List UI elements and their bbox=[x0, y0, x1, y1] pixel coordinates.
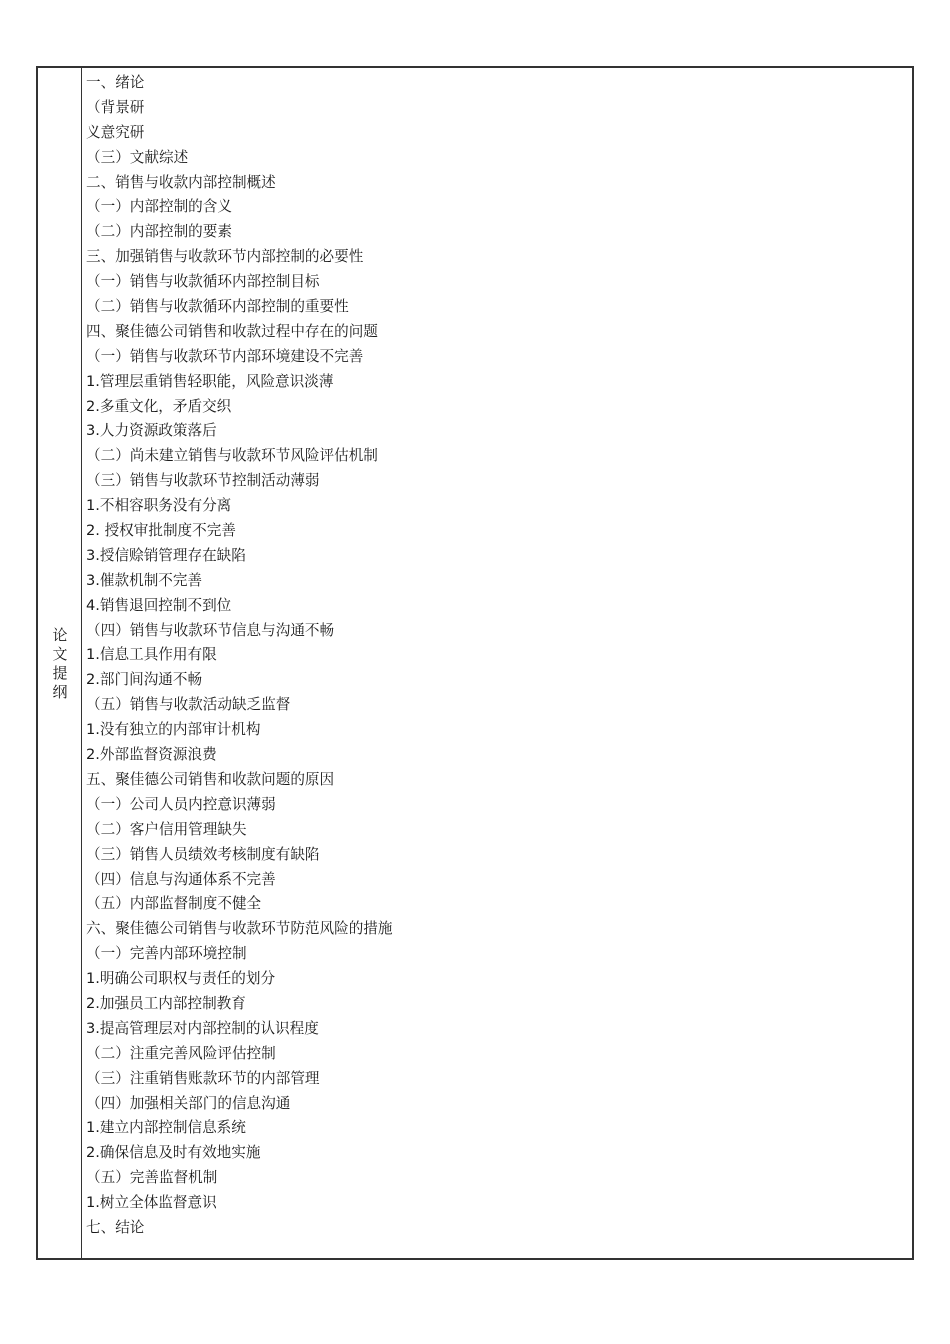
outline-item: （二）注重完善风险评估控制 bbox=[86, 1044, 276, 1062]
outline-item: 六、聚佳德公司销售与收款环节防范风险的措施 bbox=[86, 920, 393, 938]
outline-item: 2.多重文化，矛盾交织 bbox=[86, 397, 232, 415]
section-label-char: 论 bbox=[52, 626, 68, 644]
outline-item: （背景研 bbox=[86, 98, 145, 116]
outline-item: 1.信息工具作用有限 bbox=[86, 646, 217, 664]
outline-item: 四、聚佳德公司销售和收款过程中存在的问题 bbox=[86, 322, 378, 340]
outline-item: （三）注重销售账款环节的内部管理 bbox=[86, 1069, 320, 1087]
outline-item: 1.明确公司职权与责任的划分 bbox=[86, 970, 276, 988]
outline-content bbox=[86, 71, 908, 1241]
outline-item: 2.确保信息及时有效地实施 bbox=[86, 1144, 261, 1162]
outline-item: （三）销售人员绩效考核制度有缺陷 bbox=[86, 845, 320, 863]
outline-item: 2.加强员工内部控制教育 bbox=[86, 994, 246, 1012]
section-label-char: 提 bbox=[52, 664, 68, 682]
outline-item: 二、销售与收款内部控制概述 bbox=[86, 173, 276, 191]
outline-item: 三、加强销售与收款环节内部控制的必要性 bbox=[86, 248, 364, 266]
section-label bbox=[38, 626, 82, 702]
outline-item: 七、结论 bbox=[86, 1218, 145, 1236]
outline-item: 1.没有独立的内部审计机构 bbox=[86, 721, 261, 739]
outline-item: （一）内部控制的含义 bbox=[86, 198, 232, 216]
outline-item: 3.授信赊销管理存在缺陷 bbox=[86, 546, 246, 564]
outline-item: （三）销售与收款环节控制活动薄弱 bbox=[86, 472, 320, 490]
outline-item: （五）完善监督机制 bbox=[86, 1169, 218, 1187]
outline-item: 1.建立内部控制信息系统 bbox=[86, 1119, 246, 1137]
outline-item: （二）尚未建立销售与收款环节风险评估机制 bbox=[86, 447, 378, 465]
outline-item: 义意究研 bbox=[86, 123, 145, 141]
outline-table bbox=[36, 66, 914, 1260]
outline-item: 3.人力资源政策落后 bbox=[86, 422, 217, 440]
outline-item: 2.外部监督资源浪费 bbox=[86, 746, 217, 764]
outline-item: 1.树立全体监督意识 bbox=[86, 1194, 217, 1212]
section-label-char: 文 bbox=[52, 645, 68, 663]
outline-item: （二）销售与收款循环内部控制的重要性 bbox=[86, 298, 349, 316]
outline-item: （四）信息与沟通体系不完善 bbox=[86, 870, 276, 888]
outline-item: 2. 授权审批制度不完善 bbox=[86, 522, 236, 540]
outline-item: （一）公司人员内控意识薄弱 bbox=[86, 795, 276, 813]
outline-item: 3.提高管理层对内部控制的认识程度 bbox=[86, 1019, 319, 1037]
outline-item: 1.不相容职务没有分离 bbox=[86, 497, 232, 515]
outline-item: 2.部门间沟通不畅 bbox=[86, 671, 203, 689]
outline-item: （五）销售与收款活动缺乏监督 bbox=[86, 696, 291, 714]
outline-item: 1.管理层重销售轻职能，风险意识淡薄 bbox=[86, 372, 334, 390]
outline-item: （一）销售与收款环节内部环境建设不完善 bbox=[86, 347, 364, 365]
outline-item: （一）完善内部环境控制 bbox=[86, 945, 247, 963]
outline-item: 五、聚佳德公司销售和收款问题的原因 bbox=[86, 770, 335, 788]
outline-item: （三）文献综述 bbox=[86, 148, 189, 166]
label-column bbox=[38, 68, 82, 1258]
outline-item: （四）加强相关部门的信息沟通 bbox=[86, 1094, 291, 1112]
outline-item: （二）客户信用管理缺失 bbox=[86, 820, 247, 838]
outline-item: 一、绪论 bbox=[86, 74, 145, 91]
section-label-char: 纲 bbox=[52, 683, 68, 701]
outline-item: 4.销售退回控制不到位 bbox=[86, 596, 232, 614]
outline-item: 3.催款机制不完善 bbox=[86, 571, 203, 589]
outline-item: （一）销售与收款循环内部控制目标 bbox=[86, 273, 320, 291]
outline-item: （四）销售与收款环节信息与沟通不畅 bbox=[86, 621, 335, 639]
outline-item: （二）内部控制的要素 bbox=[86, 223, 232, 241]
outline-item: （五）内部监督制度不健全 bbox=[86, 895, 262, 913]
